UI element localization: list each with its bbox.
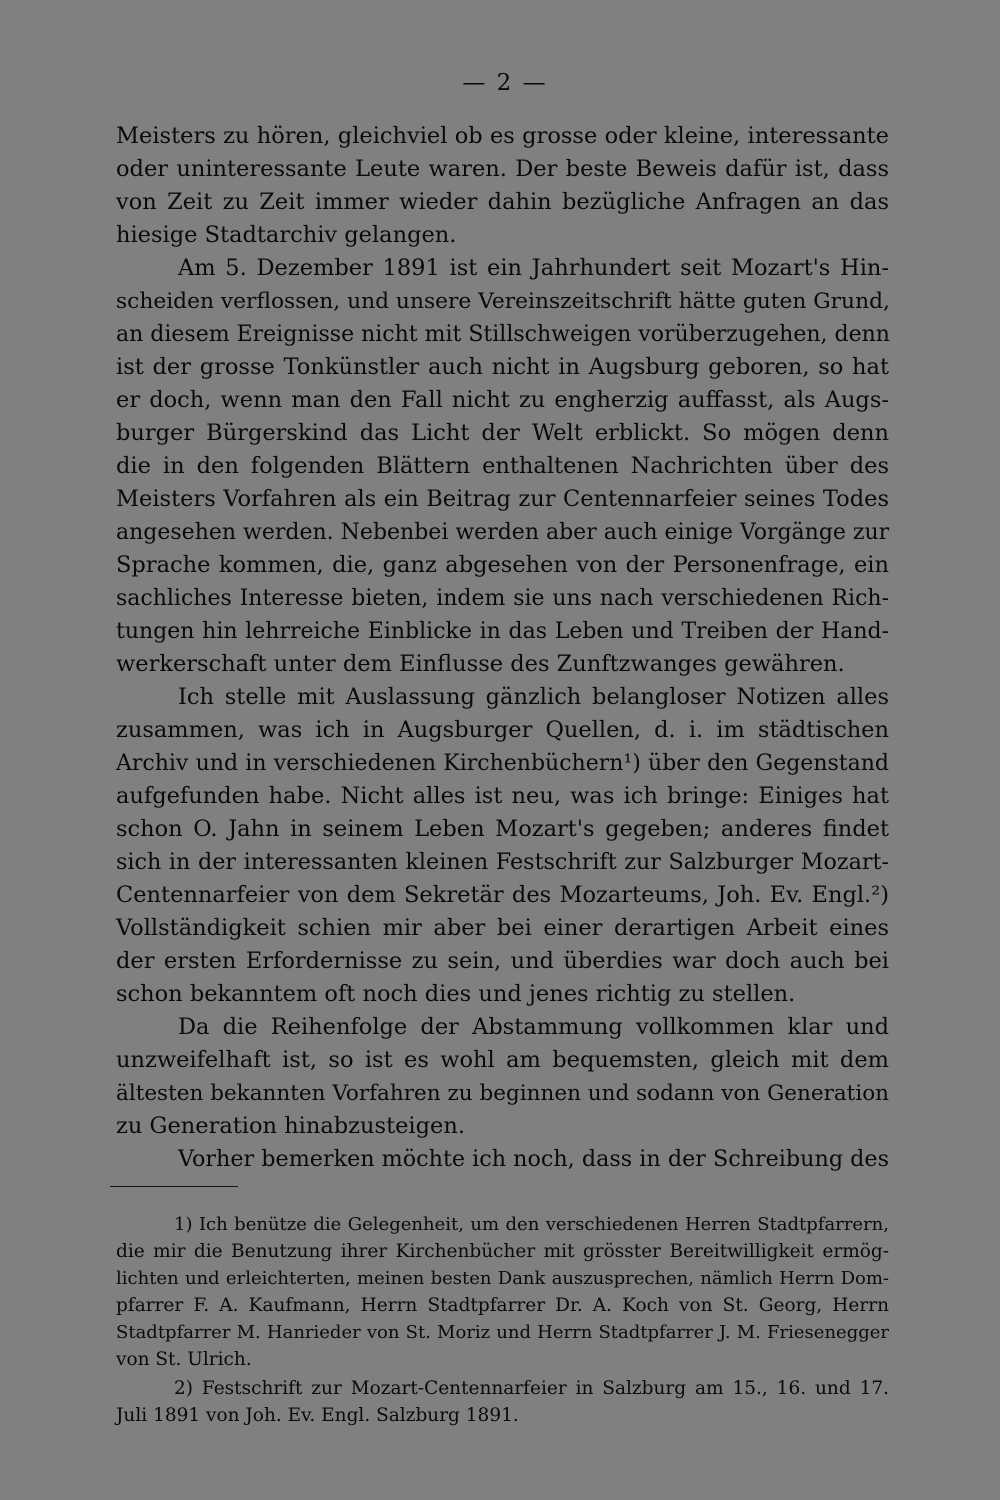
text-line: von Zeit zu Zeit immer wieder dahin bezügliche Anfragen an das <box>116 189 889 215</box>
text-line: unzweifelhaft ist, so ist es wohl am bequemsten, gleich mit dem <box>116 1047 889 1073</box>
footnote-line: Stadtpfarrer M. Hanrieder von St. Moriz und Herrn Stadtpfarrer J. M. Friesenegger <box>116 1322 889 1343</box>
text-line: tungen hin lehrreiche Einblicke in das Leben und Treiben der Hand- <box>116 619 889 644</box>
text-line: Meisters Vorfahren als ein Beitrag zur Centennarfeier seines Todes <box>116 486 889 512</box>
text-line: Archiv und in verschiedenen Kirchenbüchern¹) über den Gegenstand <box>116 751 889 776</box>
text-line: Sprache kommen, die, ganz abgesehen von der Personenfrage, ein <box>116 552 889 578</box>
footnote-divider <box>110 1186 238 1187</box>
page-number: — 2 — <box>462 70 548 96</box>
text-line: scheiden verflossen, und unsere Vereinszeitschrift hätte guten Grund, <box>116 289 890 314</box>
text-line: die in den folgenden Blättern enthaltenen Nachrichten über des <box>116 453 889 479</box>
text-line: oder uninteressante Leute waren. Der beste Beweis dafür ist, dass <box>116 156 889 182</box>
text-line: Centennarfeier von dem Sekretär des Mozarteums, Joh. Ev. Engl.²) <box>116 882 889 908</box>
footnote-line: von St. Ulrich. <box>116 1349 252 1370</box>
text-line: Am 5. Dezember 1891 ist ein Jahrhundert seit Mozart's Hin- <box>178 255 889 281</box>
text-line: der ersten Erfordernisse zu sein, und überdies war doch auch bei <box>116 948 889 974</box>
text-line: werkerschaft unter dem Einflusse des Zunftzwanges gewähren. <box>116 651 845 677</box>
text-line: an diesem Ereignisse nicht mit Stillschweigen vorüberzugehen, denn <box>116 322 890 347</box>
footnote-line: pfarrer F. A. Kaufmann, Herrn Stadtpfarrer Dr. A. Koch von St. Georg, Herrn <box>116 1295 889 1316</box>
text-line: sich in der interessanten kleinen Festschrift zur Salzburger Mozart- <box>116 849 889 875</box>
footnote-line: 1) Ich benütze die Gelegenheit, um den verschiedenen Herren Stadtpfarrern, <box>174 1214 889 1235</box>
text-line: Vorher bemerken möchte ich noch, dass in der Schreibung des <box>178 1146 889 1172</box>
text-line: Da die Reihenfolge der Abstammung vollkommen klar und <box>178 1014 889 1040</box>
text-line: schon bekanntem oft noch dies und jenes richtig zu stellen. <box>116 981 796 1007</box>
text-line: er doch, wenn man den Fall nicht zu engherzig auffasst, als Augs- <box>116 387 889 413</box>
text-line: Meisters zu hören, gleichviel ob es grosse oder kleine, interessante <box>116 123 889 149</box>
text-line: hiesige Stadtarchiv gelangen. <box>116 222 457 248</box>
text-line: zusammen, was ich in Augsburger Quellen, d. i. im städtischen <box>116 717 889 743</box>
text-line: Ich stelle mit Auslassung gänzlich belangloser Notizen alles <box>178 684 889 710</box>
text-line: ist der grosse Tonkünstler auch nicht in Augsburg geboren, so hat <box>116 354 889 380</box>
text-line: aufgefunden habe. Nicht alles ist neu, was ich bringe: Einiges hat <box>116 783 889 809</box>
footnote-line: Juli 1891 von Joh. Ev. Engl. Salzburg 1891. <box>116 1405 519 1426</box>
footnote-line: 2) Festschrift zur Mozart-Centennarfeier in Salzburg am 15., 16. und 17. <box>174 1378 889 1399</box>
text-line: angesehen werden. Nebenbei werden aber auch einige Vorgänge zur <box>116 520 890 545</box>
text-line: burger Bürgerskind das Licht der Welt erblickt. So mögen denn <box>116 420 889 446</box>
footnote-line: lichten und erleichterten, meinen besten Dank auszusprechen, nämlich Herrn Dom- <box>116 1268 889 1289</box>
text-line: zu Generation hinabzusteigen. <box>116 1113 465 1139</box>
text-line: ältesten bekannten Vorfahren zu beginnen und sodann von Generation <box>116 1081 889 1106</box>
text-line: sachliches Interesse bieten, indem sie uns nach verschiedenen Rich- <box>116 586 889 611</box>
text-line: schon O. Jahn in seinem Leben Mozart's gegeben; anderes findet <box>116 816 889 842</box>
footnote-line: die mir die Benutzung ihrer Kirchenbücher mit grösster Bereitwilligkeit ermög- <box>116 1241 889 1262</box>
text-line: Vollständigkeit schien mir aber bei einer derartigen Arbeit eines <box>116 915 889 941</box>
